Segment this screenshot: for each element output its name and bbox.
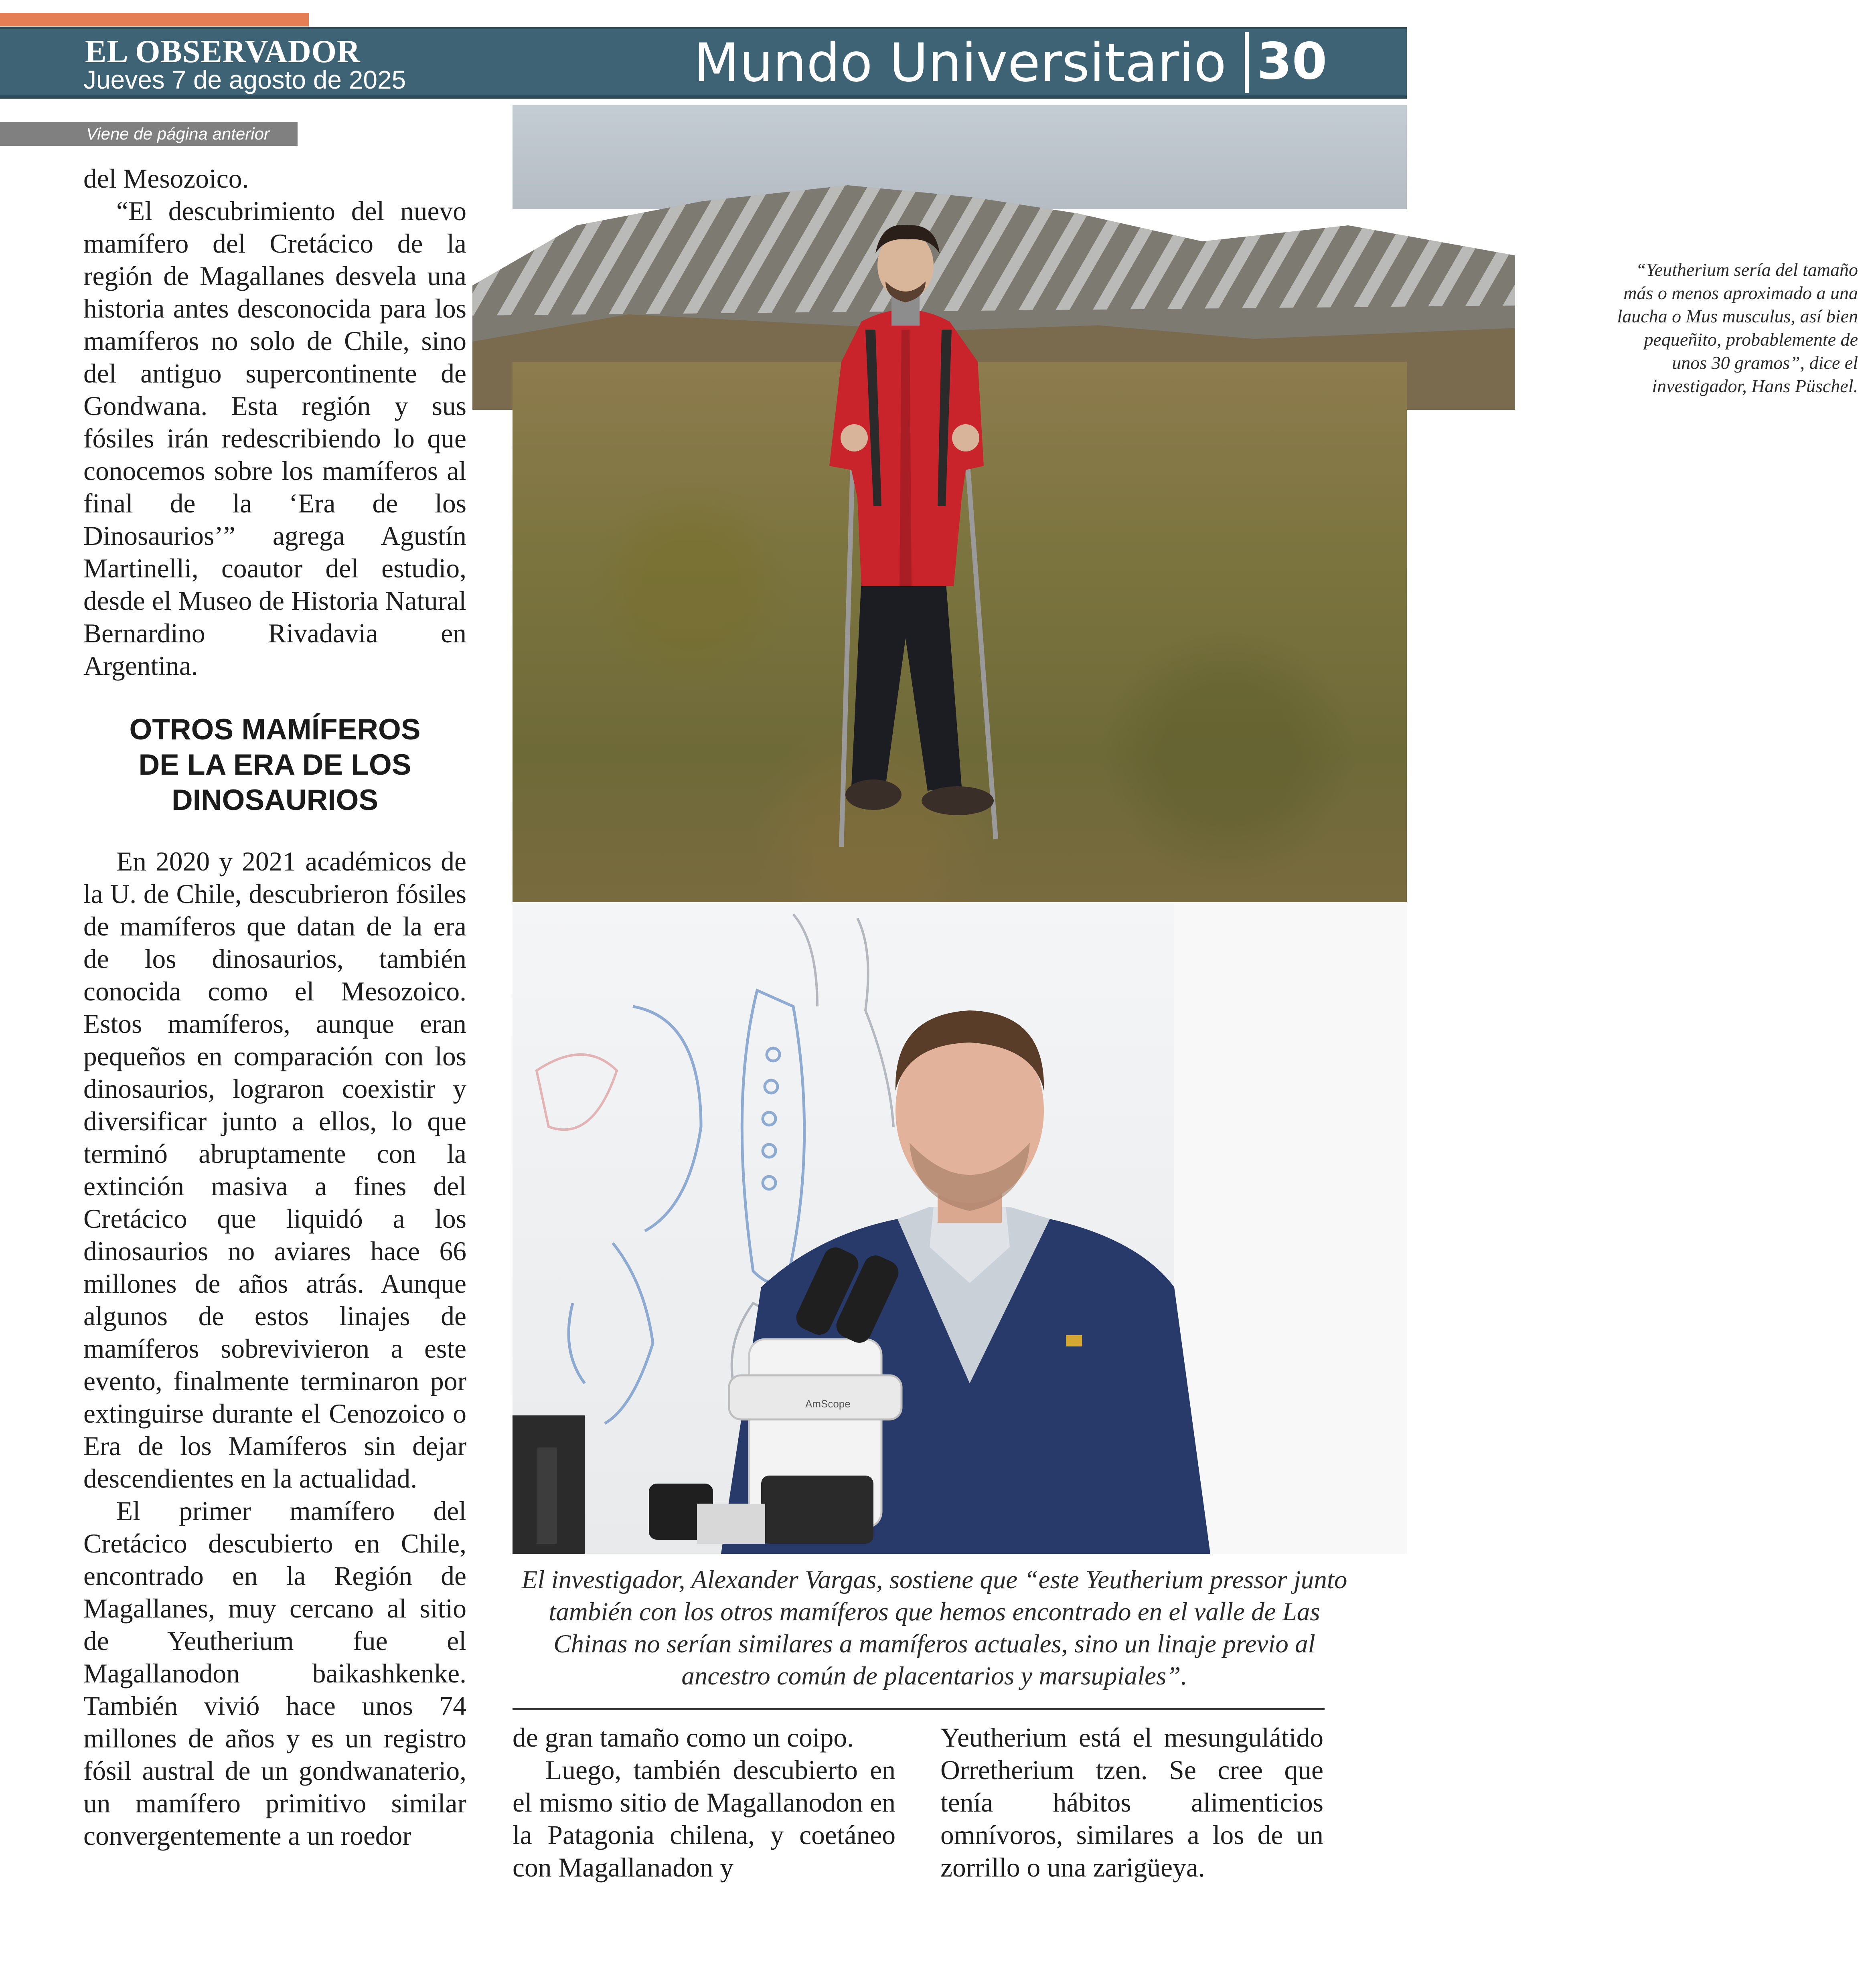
- article-paragraph: Luego, también descubierto en el mismo sitio de Magallanodon en la Patagonia chilena, y coetáneo con Magallanadon y: [513, 1755, 895, 1883]
- page-number: 30: [1257, 32, 1327, 91]
- article-paragraph: de gran tamaño como un coipo.: [513, 1723, 854, 1753]
- subheading-line: OTROS MAMÍFEROS: [129, 713, 421, 746]
- publication-name: EL OBSERVADOR: [85, 34, 361, 69]
- section-title: Mundo Universitario: [693, 32, 1226, 94]
- lab-researcher-photo: [513, 902, 1407, 1554]
- issue-date: Jueves 7 de agosto de 2025: [83, 65, 406, 94]
- continued-from-label: Viene de página anterior: [0, 122, 298, 146]
- article-paragraph: Yeutherium está el mesungulátido Orretherium tzen. Se cree que tenía hábitos alimenticios omnívoros, similares a los de un zorrillo o una zarigüeya.: [940, 1723, 1323, 1883]
- lab-scene: [513, 902, 1407, 1554]
- article-paragraph: “El descubrimiento del nuevo mamífero del Cretácico de la región de Magallanes desvela una historia antes desconocida para los mamíferos no solo de Chile, sino del antiguo supercontinente de Gondwana. Esta región y sus fósiles irán redescribiendo lo que conocemos sobre los mamíferos al final de la ‘Era de los Dinosaurios’” agrega Agustín Martinelli, coautor del estudio, desde el Museo de Historia Natural Bernardino Rivadavia en Argentina.: [83, 196, 466, 681]
- header-accent-bar: [0, 13, 309, 26]
- section-subheading: [83, 712, 466, 818]
- subheading-line: DINOSAURIOS: [171, 784, 379, 816]
- header-top-rule: [0, 27, 1407, 29]
- photo-caption: El investigador, Alexander Vargas, sostiene que “este Yeutherium pressor junto también con los otros mamíferos que hemos encontrado en el valle de Las Chinas no serían similares a mamíferos actuales, sino un linaje previo al ancestro común de placentarios y marsupiales”.: [521, 1565, 1347, 1690]
- hiker-figure: [513, 105, 1407, 897]
- header-bottom-rule: [0, 95, 1407, 99]
- pull-quote: “Yeutherium sería del tamaño más o menos aproximado a una laucha o Mus musculus, así bien pequeñito, probablemente de unos 30 gramos”, dice el investigador, Hans Püschel.: [1605, 249, 1874, 408]
- header-separator: [1245, 32, 1249, 93]
- article-paragraph: El primer mamífero del Cretácico descubierto en Chile, encontrado en la Región de Magallanes, muy cercano al sitio de Yeutherium fue el Magallanodon baikashkenke. También vivió hace unos 74 millones de años y es un registro fósil austral de un gondwanaterio, un mamífero primitivo similar convergentemente a un roedor: [83, 1496, 466, 1851]
- article-paragraph: En 2020 y 2021 académicos de la U. de Chile, descubrieron fósiles de mamíferos que datan de la era de los dinosaurios, también conocida como el Mesozoico. Estos mamíferos, aunque eran pequeños en comparación con los dinosaurios, lograron coexistir y diversificar junto a ellos, lo que terminó abruptamente con la extinción masiva a fines del Cretácico que liquidó a los dinosaurios no aviares hace 66 millones de años atrás. Aunque algunos de estos linajes de mamíferos sobrevivieron a este evento, finalmente terminaron por extinguirse durante el Cenozoico o Era de los Mamíferos sin dejar descendientes en la actualidad.: [83, 846, 466, 1494]
- article-column-middle: [513, 1721, 895, 1884]
- subheading-line: DE LA ERA DE LOS: [138, 749, 411, 781]
- article-column-right: [940, 1721, 1323, 1884]
- header-band: [0, 27, 1407, 99]
- caption-divider: [513, 1708, 1325, 1710]
- article-column-left-bottom: [83, 845, 466, 1852]
- microscope-brand-label: AmScope: [805, 1398, 851, 1410]
- article-paragraph: del Mesozoico.: [83, 164, 249, 194]
- field-researcher-photo: [513, 105, 1858, 897]
- article-column-left-top: [83, 162, 466, 682]
